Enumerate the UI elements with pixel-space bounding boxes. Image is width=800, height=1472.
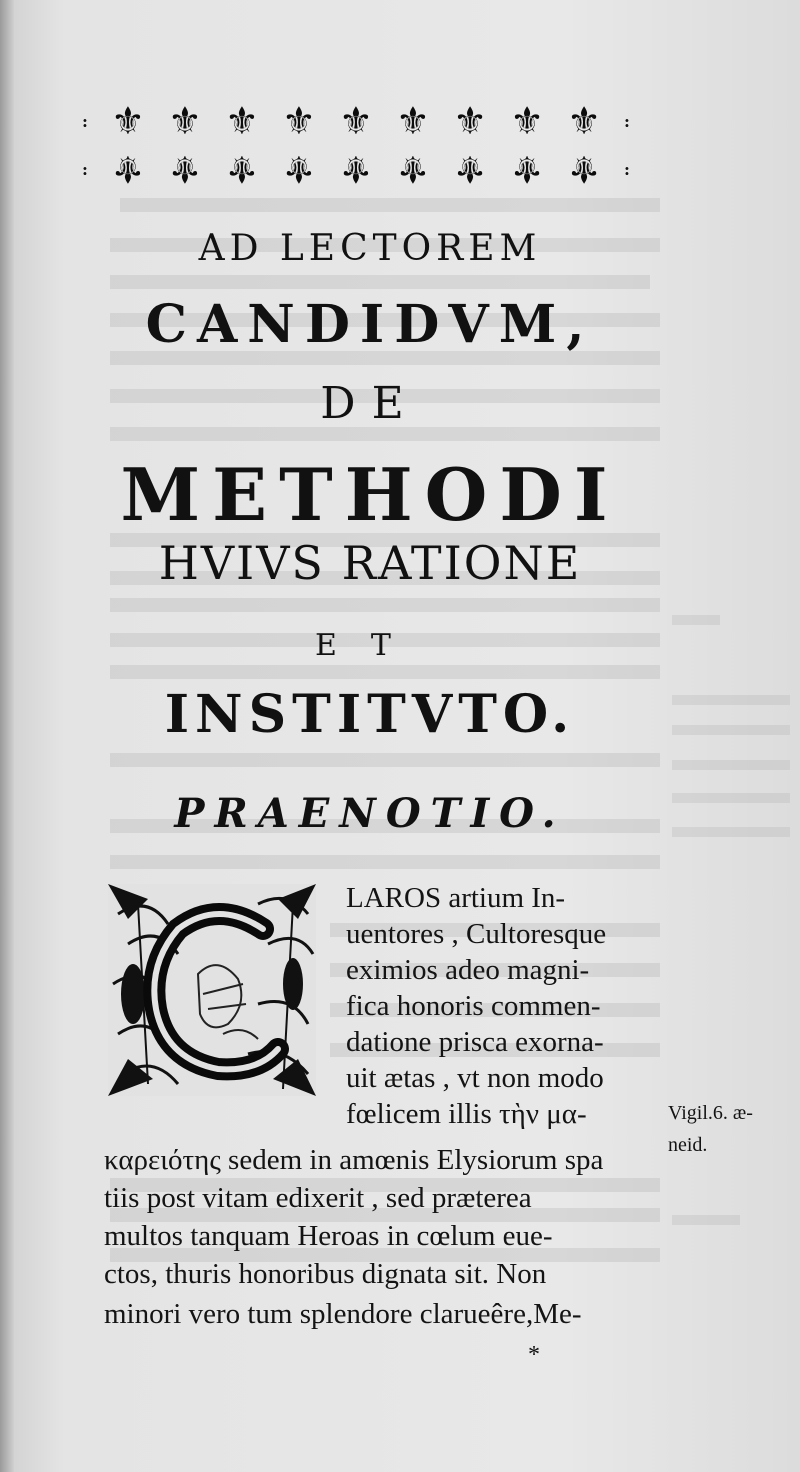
body-line-6: uit ætas , vt non modo <box>346 1062 604 1094</box>
fleuron-icon: ⚜ <box>224 147 259 191</box>
fleuron-icon: ⚜ <box>566 147 602 191</box>
body-line-4: fica honoris commen- <box>346 990 601 1022</box>
decorated-initial-c-icon <box>108 884 316 1096</box>
title-line-3: DE <box>320 378 420 429</box>
fleuron-icon: ⚜ <box>452 99 488 143</box>
catchword: * <box>528 1342 540 1368</box>
fleuron-icon: ⚜ <box>452 147 488 191</box>
title-line-6: ET <box>315 628 425 663</box>
body-line-5: datione prisca exorna- <box>346 1026 604 1058</box>
fleuron-icon: ⚜ <box>338 147 373 191</box>
fleuron-icon: ⚜ <box>509 147 545 191</box>
fleuron-icon: ⚜ <box>110 99 145 143</box>
fleuron-icon: ⚜ <box>110 147 145 191</box>
body-line-9: tiis post vitam edixerit , sed præterea <box>104 1182 532 1214</box>
ornament-dot: : <box>82 111 88 131</box>
title-line-5: HVIVS RATIONE <box>158 536 582 590</box>
fleuron-icon: ⚜ <box>395 99 430 143</box>
ornament-dot: : <box>623 159 630 179</box>
ornament-row-bottom <box>82 147 630 191</box>
ornament-dot: : <box>82 159 88 179</box>
body-line-1: LAROS artium In- <box>346 882 566 914</box>
fleuron-icon: ⚜ <box>224 99 259 143</box>
body-line-3: eximios adeo magni- <box>346 954 590 986</box>
margin-note-line-1: Vigil.6. æ- <box>668 1102 753 1124</box>
section-heading: PRAENOTIO. <box>174 790 566 837</box>
fleuron-icon: ⚜ <box>167 147 202 191</box>
title-line-7: INSTITVTO. <box>164 684 576 745</box>
fleuron-icon: ⚜ <box>566 99 602 143</box>
fleuron-icon: ⚜ <box>281 99 316 143</box>
body-line-11: ctos, thuris honoribus dignata sit. Non <box>104 1258 547 1290</box>
ornament-row-top <box>82 99 630 143</box>
title-line-4: METHODI <box>120 452 620 537</box>
body-line-12: minori vero tum splendore clarueêre,Me- <box>104 1298 582 1330</box>
fleuron-icon: ⚜ <box>167 99 202 143</box>
fleuron-icon: ⚜ <box>395 147 430 191</box>
ornament-dot: : <box>623 111 630 131</box>
margin-note-line-2: neid. <box>668 1134 708 1156</box>
body-line-10: multos tanquam Heroas in cœlum eue- <box>104 1220 553 1252</box>
title-line-1: AD LECTOREM <box>198 228 542 269</box>
fleuron-icon: ⚜ <box>281 147 316 191</box>
title-line-2: CANDIDVM, <box>145 294 595 355</box>
fleuron-icon: ⚜ <box>338 99 373 143</box>
body-line-8: καρειότης sedem in amœnis Elysiorum spa <box>104 1144 604 1176</box>
body-line-7: fœlicem illis τὴν μα- <box>346 1098 587 1130</box>
body-line-2: uentores , Cultoresque <box>346 918 607 950</box>
fleuron-icon: ⚜ <box>509 99 545 143</box>
